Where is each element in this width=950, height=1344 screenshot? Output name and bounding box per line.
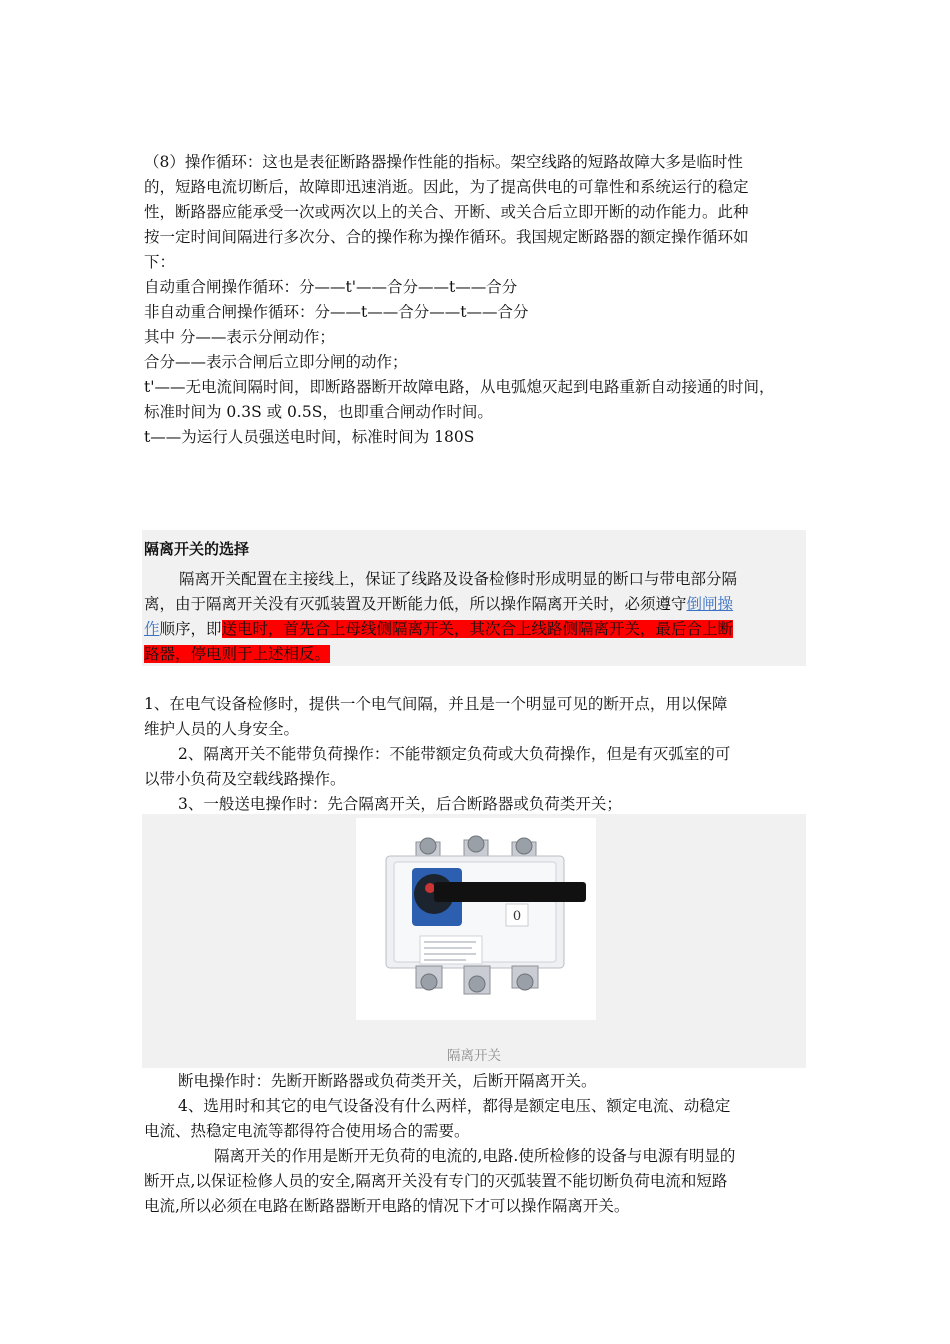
paragraph-line xyxy=(144,617,733,641)
list-item: 断电操作时：先断开断路器或负荷类开关，后断开隔离开关。 xyxy=(178,1072,597,1090)
paragraph-line: 隔离开关的作用是断开无负荷的电流的,电路.使所检修的设备与电源有明显的 xyxy=(214,1147,736,1165)
list-item: 维护人员的人身安全。 xyxy=(144,720,300,738)
paragraph-line: （8）操作循环：这也是表征断路器操作性能的指标。架空线路的短路故障大多是临时性 xyxy=(144,153,743,171)
auto-reclose-cycle: 自动重合闸操作循环：分——t'——合分——t——合分 xyxy=(144,278,518,296)
non-auto-reclose-cycle: 非自动重合闸操作循环：分——t——合分——t——合分 xyxy=(144,303,529,321)
highlighted-text: 送电时，首先合上母线侧隔离开关，其次合上线路侧隔离开关，最后合上断 xyxy=(221,620,734,638)
switching-operation-link[interactable]: 倒闸操 xyxy=(686,595,734,613)
figure-caption: 隔离开关 xyxy=(447,1048,501,1064)
paragraph-line: 下： xyxy=(144,253,176,271)
paragraph-line: 的，短路电流切断后，故障即迅速消逝。因此，为了提高供电的可靠性和系统运行的稳定 xyxy=(144,178,749,196)
definition-line: 合分——表示合闸后立即分闸的动作； xyxy=(144,353,408,371)
isolating-switch-photo xyxy=(356,818,596,1020)
list-item: 1、在电气设备检修时，提供一个电气间隔，并且是一个明显可见的断开点，用以保障 xyxy=(144,695,728,713)
definition-line: t'——无电流间隔时间，即断路器断开故障电路，从电弧熄灭起到电路重新自动接通的时间， xyxy=(144,378,775,396)
list-item: 电流、热稳定电流等都得符合使用场合的需要。 xyxy=(144,1122,470,1140)
paragraph-line: 按一定时间间隔进行多次分、合的操作称为操作循环。我国规定断路器的额定操作循环如 xyxy=(144,228,749,246)
paragraph-line xyxy=(144,642,330,666)
list-item: 3、一般送电操作时：先合隔离开关，后合断路器或负荷类开关； xyxy=(178,795,622,813)
isolating-switch-illustration xyxy=(356,818,596,1020)
paragraph-line: 性，断路器应能承受一次或两次以上的关合、开断、或关合后立即开断的动作能力。此种 xyxy=(144,203,749,221)
definition-line: t——为运行人员强送电时间，标准时间为 180S xyxy=(144,428,475,446)
section-heading: 隔离开关的选择 xyxy=(144,540,250,558)
paragraph-text: 顺序，即 xyxy=(159,620,222,638)
definition-line: 标准时间为 0.3S 或 0.5S，也即重合闸动作时间。 xyxy=(144,403,493,421)
list-item: 4、选用时和其它的电气设备没有什么两样，都得是额定电压、额定电流、动稳定 xyxy=(178,1097,731,1115)
switching-operation-link[interactable]: 作 xyxy=(144,620,160,638)
switch-position-mark: 0 xyxy=(512,909,522,924)
list-item: 2、隔离开关不能带负荷操作：不能带额定负荷或大负荷操作，但是有灭弧室的可 xyxy=(178,745,731,763)
definition-line: 其中 分——表示分闸动作； xyxy=(144,328,335,346)
paragraph-line: 电流,所以必须在电路在断路器断开电路的情况下才可以操作隔离开关。 xyxy=(144,1197,630,1215)
paragraph-line: 断开点,以保证检修人员的安全,隔离开关没有专门的灭弧装置不能切断负荷电流和短路 xyxy=(144,1172,728,1190)
highlighted-text: 路器，停电则于上述相反。 xyxy=(144,645,331,663)
paragraph-text: 离，由于隔离开关没有灭弧装置及开断能力低，所以操作隔离开关时，必须遵守 xyxy=(144,595,687,613)
paragraph-line xyxy=(144,592,733,616)
paragraph-line: 隔离开关配置在主接线上，保证了线路及设备检修时形成明显的断口与带电部分隔 xyxy=(179,570,738,588)
list-item: 以带小负荷及空载线路操作。 xyxy=(144,770,346,788)
